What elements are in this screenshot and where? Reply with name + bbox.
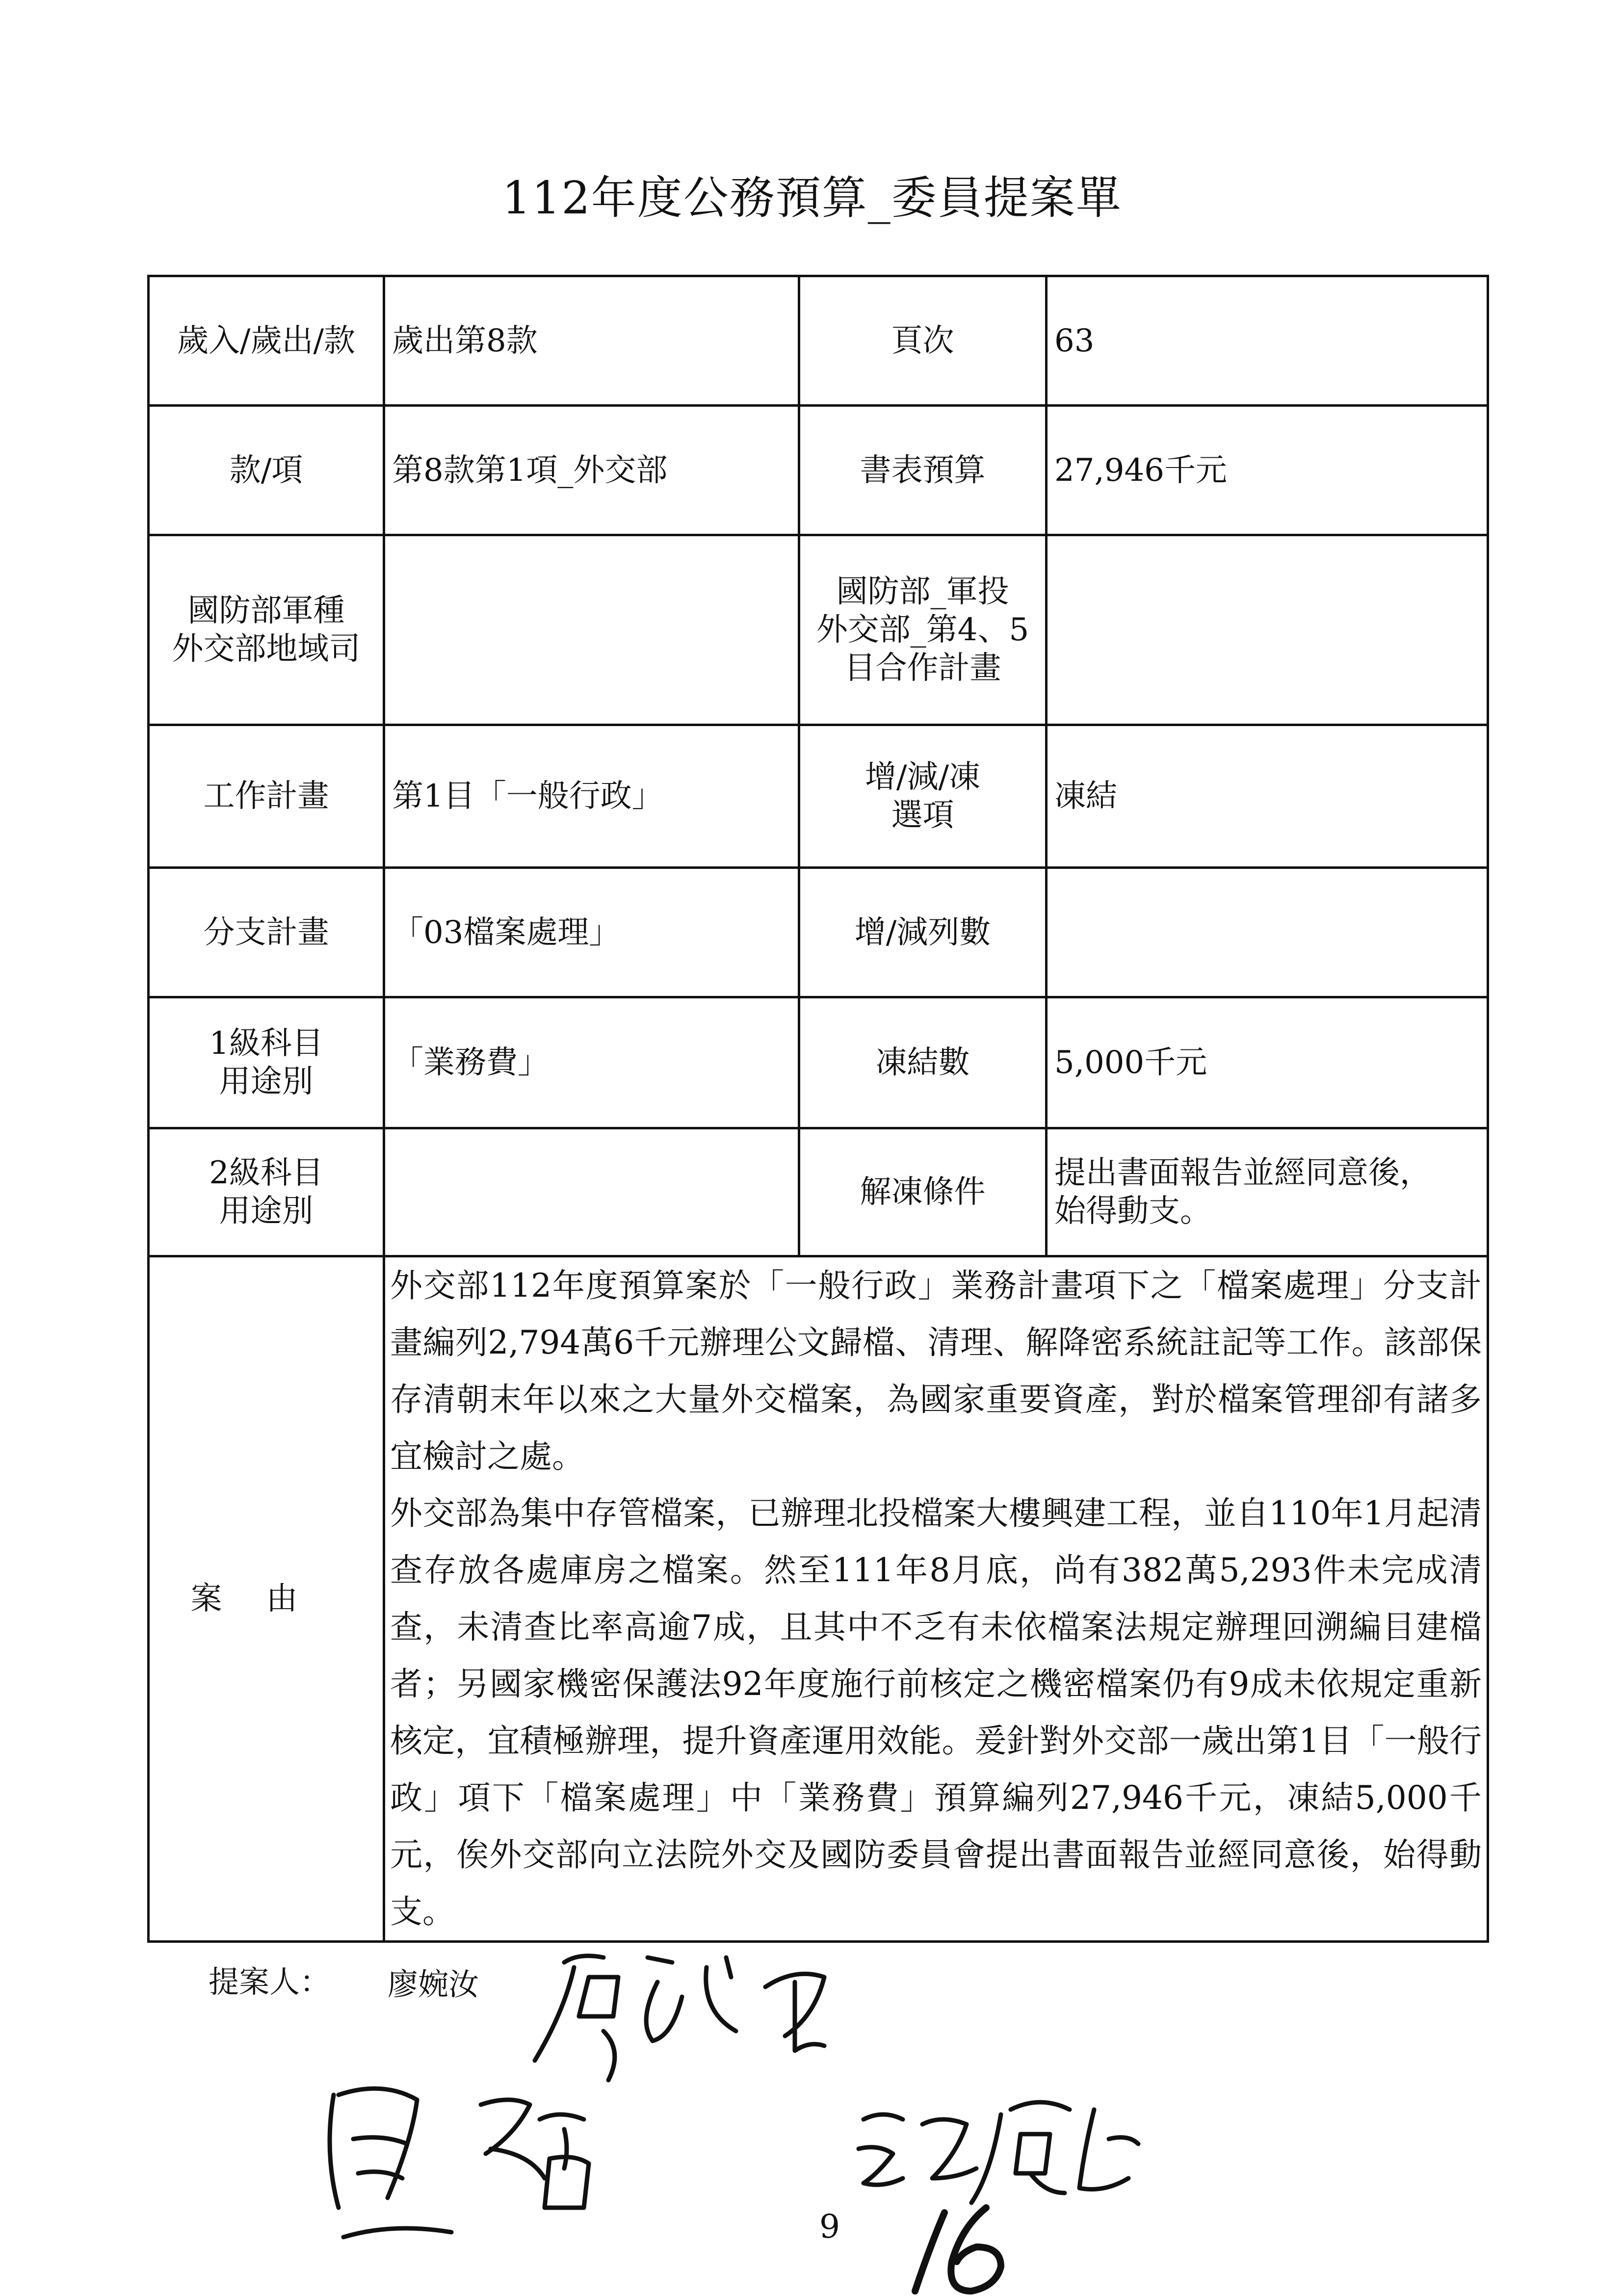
field-label: 增/減列數 xyxy=(799,868,1047,997)
signature-3 xyxy=(859,2102,1138,2203)
reason-paragraph-2: 外交部為集中存管檔案，已辦理北投檔案大樓興建工程，並自110年1月起清查存放各處庫房之檔案。然至111年8月底，尚有382萬5,293件未完成清查，未清查比率高逾7成，且其中不乏有未依檔案法規定辦理回溯編目建檔者；另國家機密保護法92年度施行前核定之機密檔案仍有9成未依規定重新核定，宜積極辦理，提升資產運用效能。爰針對外交部一歲出第1目「一般行政」項下「檔案處理」中「業務費」預算編列27,946千元，凍結5,000千元，俟外交部向立法院外交及國防委員會提出書面報告並經同意後，始得動支。 xyxy=(390,1494,1482,1931)
reason-label: 案由 xyxy=(149,1256,384,1942)
field-label: 1級科目 用途別 xyxy=(149,997,384,1128)
field-value: 「03檔案處理」 xyxy=(384,868,799,997)
proposer-label: 提案人： xyxy=(209,1964,331,2000)
field-value: 歲出第8款 xyxy=(384,276,799,406)
reason-paragraph-1: 外交部112年度預算案於「一般行政」業務計畫項下之「檔案處理」分支計畫編列2,794萬6千元辦理公文歸檔、清理、解降密系統註記等工作。該部保存清朝末年以來之大量外交檔案，為國家重要資產，對於檔案管理卻有諸多宜檢討之處。 xyxy=(390,1267,1482,1475)
page-title: 112年度公務預算_委員提案單 xyxy=(502,172,1122,224)
signature-2 xyxy=(330,2088,589,2237)
field-label: 國防部_軍投 外交部_第4、5 目合作計畫 xyxy=(799,535,1047,725)
field-label: 國防部軍種 外交部地域司 xyxy=(149,535,384,725)
field-value: 63 xyxy=(1047,276,1488,406)
handwritten-number xyxy=(915,2208,1001,2291)
field-value: 「業務費」 xyxy=(384,997,799,1128)
field-value: 提出書面報告並經同意後， 始得動支。 xyxy=(1047,1128,1488,1256)
field-value: 第1目「一般行政」 xyxy=(384,725,799,868)
field-label: 2級科目 用途別 xyxy=(149,1128,384,1256)
proposer-name: 廖婉汝 xyxy=(388,1966,479,2002)
field-label: 工作計畫 xyxy=(149,725,384,868)
field-value: 27,946千元 xyxy=(1047,406,1488,535)
field-label: 解凍條件 xyxy=(799,1128,1047,1256)
field-label: 凍結數 xyxy=(799,997,1047,1128)
field-value: 凍結 xyxy=(1047,725,1488,868)
field-value: 第8款第1項_外交部 xyxy=(384,406,799,535)
field-value: 5,000千元 xyxy=(1047,997,1488,1128)
field-label: 歲入/歲出/款 xyxy=(149,276,384,406)
field-label: 頁次 xyxy=(799,276,1047,406)
field-label: 分支計畫 xyxy=(149,868,384,997)
page-number: 9 xyxy=(819,2208,840,2245)
field-label: 書表預算 xyxy=(799,406,1047,535)
field-label: 款/項 xyxy=(149,406,384,535)
signature-1 xyxy=(535,1956,824,2080)
field-label: 增/減/凍 選項 xyxy=(799,725,1047,868)
